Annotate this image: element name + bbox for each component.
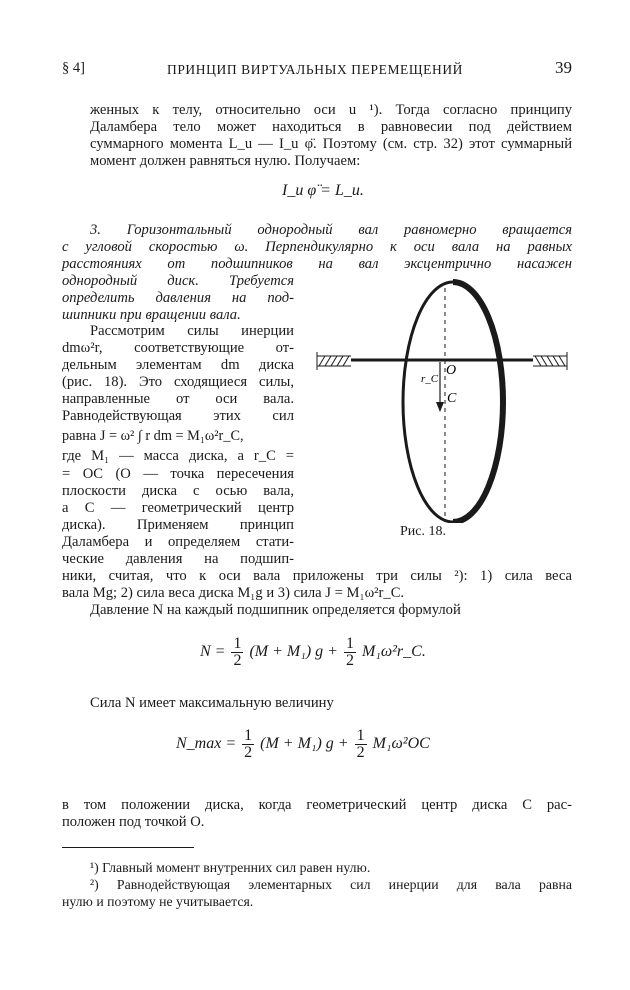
formula3-tail: M₁ω²OC	[372, 735, 430, 753]
problem-line3: расстояниях от подшипников на вал эксцентрично насажен	[62, 256, 572, 272]
formula2-frac1: $\frac{1}{2}$	[233, 635, 242, 669]
narrow-line9: = OC (O — точка пересечения	[62, 466, 294, 482]
disk-rim-edge	[453, 282, 503, 522]
label-C: C	[447, 391, 457, 406]
formula-pressure	[200, 636, 426, 669]
formula2-lhs: N =	[200, 643, 226, 661]
page-number: 39	[555, 58, 572, 77]
problem-line4: однородный диск. Требуется	[62, 273, 294, 289]
formula3-lhs: N_max =	[176, 735, 237, 753]
narrow-line8: где M₁ — масса диска, а r_C =	[62, 448, 294, 464]
narrow-line11: а C — геометрический центр	[62, 500, 294, 516]
narrow-line14: ческие давления на подшип-	[62, 551, 294, 567]
formula2-mid: (M + M₁) g +	[249, 643, 338, 661]
formula2-frac2: $\frac{1}{2}$	[345, 635, 354, 669]
narrow-line6: Равнодействующая этих сил	[62, 408, 294, 424]
formula-max-pressure	[176, 728, 430, 761]
figure-18-disk-on-shaft	[305, 278, 575, 523]
figure-caption: Рис. 18.	[400, 524, 446, 539]
closing-line2: положен под точкой O.	[62, 814, 205, 830]
para1-line3: суммарного момента L_u — I_u φ̈. Поэтому (см. стр. 32) этот суммарный	[90, 136, 572, 152]
narrow-line2: dmω²r, соответствующие от-	[62, 340, 294, 356]
narrow-line7-integral: равна J = ω² ∫ r dm = M₁ω²r_C,	[62, 428, 244, 444]
footnote-rule	[62, 847, 194, 848]
problem-line1: 3. Горизонтальный однородный вал равномерно вращается	[90, 222, 572, 238]
label-rc: r_C	[421, 373, 439, 385]
formula3-frac1: $\frac{1}{2}$	[244, 727, 253, 761]
footnote-2-line1: ²) Равнодействующая элементарных сил инерции для вала равна	[90, 877, 572, 892]
left-bearing	[317, 352, 351, 370]
label-O: O	[446, 363, 457, 378]
formula2-tail: M₁ω²r_C.	[361, 643, 426, 661]
problem-line6: шипники при вращении вала.	[62, 307, 241, 323]
narrow-line5: направленные от оси вала.	[62, 391, 294, 407]
para1-line4: момент должен равняться нулю. Получаем:	[90, 153, 361, 169]
narrow-line10: плоскости диска с осью вала,	[62, 483, 294, 499]
after-fig-line2: вала Mg; 2) сила веса диска M₁g и 3) сила J = M₁ω²r_C.	[62, 585, 405, 601]
para1-line2: Даламбера тело может находиться в равновесии под действием	[90, 119, 572, 135]
narrow-line12: диска). Применяем принцип	[62, 517, 294, 533]
section-marker: § 4]	[62, 60, 85, 76]
formula-equilibrium: I_u φ̈ = L_u.	[282, 182, 364, 199]
footnote-2-line2: нулю и поэтому не учитывается.	[62, 894, 254, 909]
right-bearing	[533, 352, 567, 370]
narrow-line13: Даламбера и определяем стати-	[62, 534, 294, 550]
narrow-line1: Рассмотрим силы инерции	[90, 323, 294, 339]
footnote-1: ¹) Главный момент внутренних сил равен нулю.	[90, 860, 371, 875]
formula3-mid: (M + M₁) g +	[260, 735, 349, 753]
running-title: ПРИНЦИП ВИРТУАЛЬНЫХ ПЕРЕМЕЩЕНИЙ	[166, 62, 464, 77]
narrow-line4: (рис. 18). Это сходящиеся силы,	[62, 374, 294, 390]
problem-line5: определить давления на под-	[62, 290, 294, 306]
narrow-line3: дельным элементам dm диска	[62, 357, 294, 373]
rc-arrowhead	[436, 402, 444, 412]
para1-line1: женных к телу, относительно оси u ¹). Тогда согласно принципу	[90, 102, 572, 118]
sentence-max: Сила N имеет максимальную величину	[90, 695, 334, 711]
formula3-frac2: $\frac{1}{2}$	[356, 727, 365, 761]
closing-line1: в том положении диска, когда геометрический центр диска C рас-	[62, 797, 572, 813]
after-fig-line3: Давление N на каждый подшипник определяется формулой	[90, 602, 461, 618]
after-fig-line1: ники, считая, что к оси вала приложены три силы ²): 1) сила веса	[62, 568, 572, 584]
problem-line2: с угловой скоростью ω. Перпендикулярно к оси вала на равных	[62, 239, 572, 255]
